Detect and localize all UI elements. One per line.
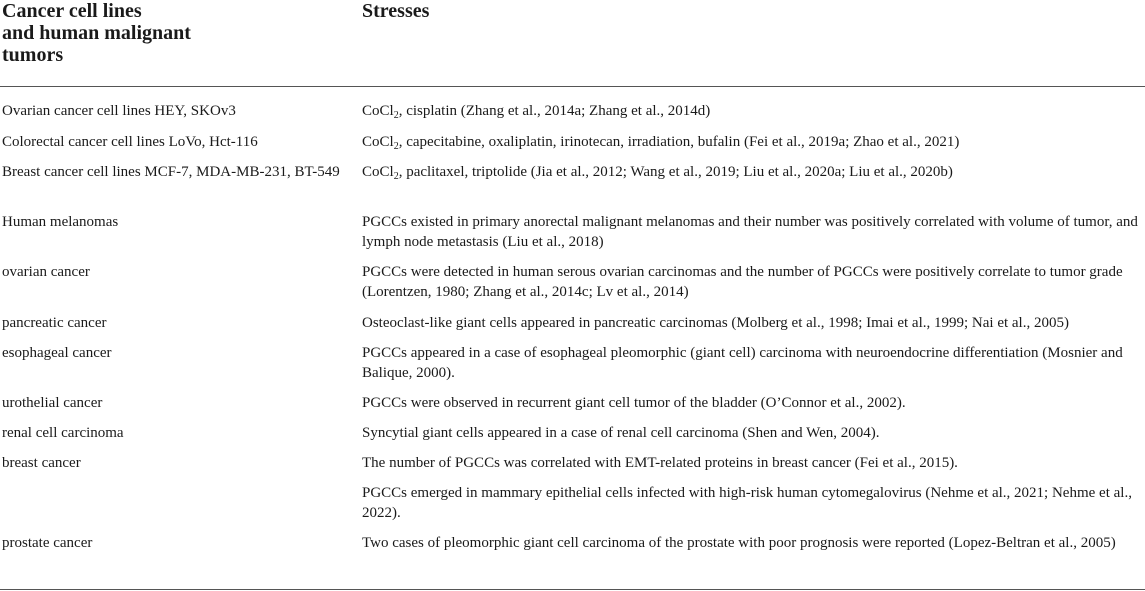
header-line: and human malignant [2, 22, 191, 44]
cell-stresses: Syncytial giant cells appeared in a case of renal cell carcinoma (Shen and Wen, 2004). [362, 425, 880, 441]
formula-text: CoCl [362, 164, 394, 180]
cell-stresses: PGCCs were observed in recurrent giant cell tumor of the bladder (O’Connor et al., 2002). [362, 395, 906, 411]
cell-text: , capecitabine, oxaliplatin, irinotecan, irradiation, bufalin (Fei et al., 2019a; Zhao et al., 2021) [398, 134, 960, 150]
cell-tumor-type: pancreatic cancer [2, 315, 107, 331]
cell-tumor-type: ovarian cancer [2, 264, 90, 280]
cell-stresses: PGCCs existed in primary anorectal malignant melanomas and their number was positively correlated with volume of tumor, and lymph node metastasis (Liu et al., 2018) [362, 214, 1138, 250]
cell-stresses [362, 132, 1142, 152]
header-line: Cancer cell lines [2, 0, 142, 22]
cell-tumor-type: Ovarian cancer cell lines HEY, SKOv3 [2, 103, 236, 119]
cell-text: , paclitaxel, triptolide (Jia et al., 2012; Wang et al., 2019; Liu et al., 2020a; Liu et al., 2020b) [398, 164, 953, 180]
cell-tumor-type: prostate cancer [2, 535, 93, 551]
cell-stresses: PGCCs were detected in human serous ovarian carcinomas and the number of PGCCs were positively correlate to tumor grade (Lorentzen, 1980; Zhang et al., 2014c; Lv et al., 2014) [362, 264, 1123, 300]
cell-tumor-type: breast cancer [2, 455, 81, 471]
cell-stresses: Two cases of pleomorphic giant cell carcinoma of the prostate with poor prognosis were reported (Lopez-Beltran et al., 2005) [362, 535, 1116, 551]
formula-subscript: 2 [393, 110, 399, 121]
cell-tumor-type: Breast cancer cell lines MCF-7, MDA-MB-231, BT-549 [2, 164, 340, 180]
cell-tumor-type: Human melanomas [2, 214, 119, 230]
cell-stresses: Osteoclast-like giant cells appeared in pancreatic carcinomas (Molberg et al., 1998; Imai et al., 1999; Nai et al., 2005) [362, 315, 1069, 331]
cell-tumor-type: esophageal cancer [2, 345, 112, 361]
cell-tumor-type: urothelial cancer [2, 395, 103, 411]
cell-tumor-type: Colorectal cancer cell lines LoVo, Hct-116 [2, 134, 258, 150]
table-bottom-rule [0, 589, 1145, 590]
cell-stresses: The number of PGCCs was correlated with EMT-related proteins in breast cancer (Fei et al., 2015). [362, 455, 958, 471]
cell-text: , cisplatin (Zhang et al., 2014a; Zhang et al., 2014d) [398, 103, 711, 119]
header-line: tumors [2, 44, 64, 66]
cell-stresses [362, 162, 1142, 182]
cell-tumor-type: renal cell carcinoma [2, 425, 124, 441]
formula-text: CoCl [362, 103, 394, 119]
cell-stresses: PGCCs emerged in mammary epithelial cells infected with high-risk human cytomegalovirus (Nehme et al., 2021; Nehme et al., 2022). [362, 485, 1132, 521]
header-cell-cancer-lines [2, 0, 352, 66]
header-cell-stresses: Stresses [362, 0, 430, 22]
formula-subscript: 2 [393, 171, 399, 182]
cell-stresses [362, 101, 1142, 121]
formula-subscript: 2 [393, 141, 399, 152]
formula-text: CoCl [362, 134, 394, 150]
cell-stresses: PGCCs appeared in a case of esophageal pleomorphic (giant cell) carcinoma with neuroendocrine differentiation (Mosnier and Balique, 2000). [362, 345, 1123, 381]
header-divider [0, 86, 1145, 87]
